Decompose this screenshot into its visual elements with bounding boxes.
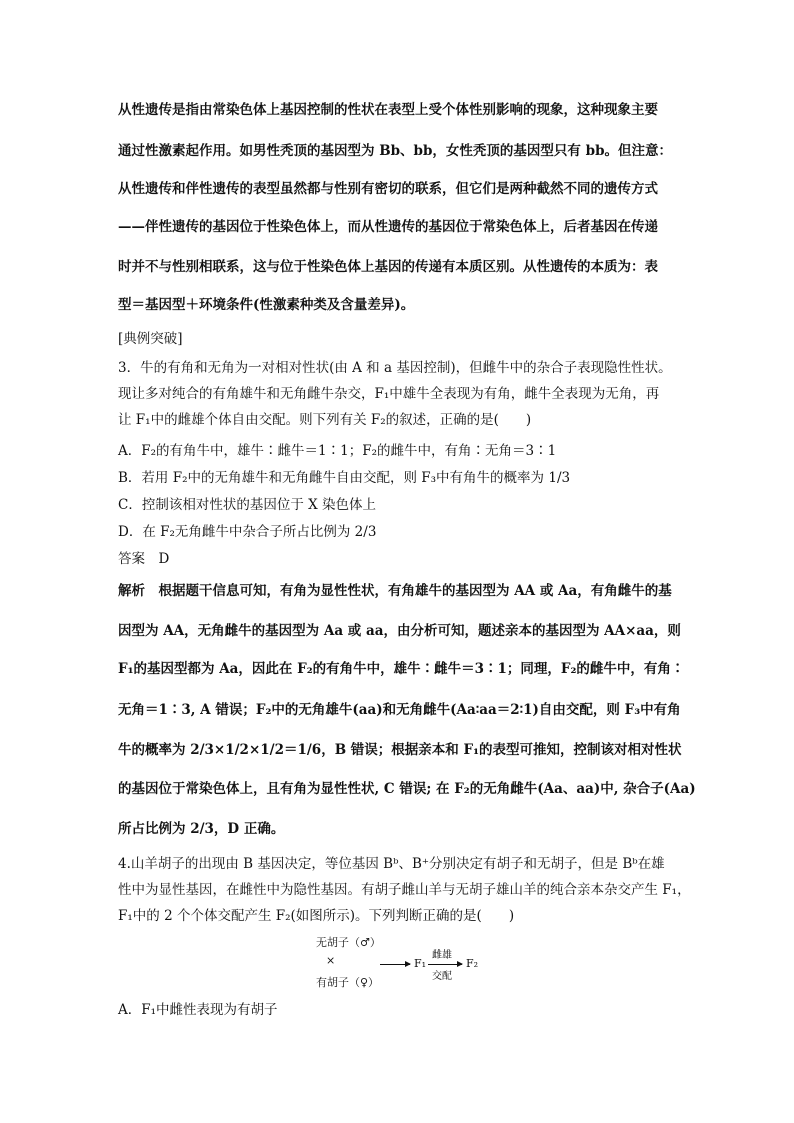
intro-line-6: 型＝基因型＋环境条件(性激素种类及含量差异)。 <box>118 297 415 313</box>
diagram-f1: F₁ <box>414 957 427 970</box>
q4-line-3: F₁中的 2 个个体交配产生 F₂(如图所示)。下列判断正确的是( ) <box>118 908 515 924</box>
diagram-cross-symbol: × <box>326 954 336 967</box>
q4-line-1: 4.山羊胡子的出现由 B 基因决定，等位基因 Bᵇ、B⁺分别决定有胡子和无胡子，但是 Bᵇ在雄 <box>118 856 665 872</box>
q3-explanation-5: 牛的概率为 2/3×1/2×1/2＝1/6，B 错误；根据亲本和 F₁的表型可推知，控制该对相对性状 <box>118 742 682 758</box>
q3-answer: 答案 D <box>118 551 170 567</box>
q3-explanation-3: F₁的基因型都为 Aa，因此在 F₂的有角牛中，雄牛∶雌牛＝3∶1；同理，F₂的雌牛中，有角∶ <box>118 661 685 677</box>
q3-explanation-6: 的基因位于常染色体上，且有角为显性性状, C 错误; 在 F₂的无角雌牛(Aa、aa)中, 杂合子(Aa) <box>118 781 696 797</box>
q3-line-3: 让 F₁中的雌雄个体自由交配。则下列有关 F₂的叙述，正确的是( ) <box>118 412 532 428</box>
q3-option-a: A．F₂的有角牛中，雄牛∶雌牛＝1∶1；F₂的雌牛中，有角∶无角＝3∶1 <box>118 443 557 459</box>
intro-line-4: ——伴性遗传的基因位于性染色体上，而从性遗传的基因位于常染色体上，后者基因在传递 <box>118 219 658 235</box>
q3-option-c: C．控制该相对性状的基因位于 X 染色体上 <box>118 497 377 513</box>
q3-line-1: 3．牛的有角和无角为一对相对性状(由 A 和 a 基因控制)，但雌牛中的杂合子表现隐性性状。 <box>118 360 672 376</box>
diagram-over-arrow: 雌雄 <box>432 950 452 961</box>
diagram-under-arrow: 交配 <box>432 971 452 982</box>
q3-line-2: 现让多对纯合的有角雄牛和无角雌牛杂交，F₁中雄牛全表现为有角，雌牛全表现为无角，再 <box>118 386 660 402</box>
intro-line-1: 从性遗传是指由常染色体上基因控制的性状在表型上受个体性别影响的现象，这种现象主要 <box>118 102 658 118</box>
intro-line-5: 时并不与性别相联系，这与位于性染色体上基因的传递有本质区别。从性遗传的本质为：表 <box>118 259 658 275</box>
q3-explanation-2: 因型为 AA，无角雌牛的基因型为 Aa 或 aa，由分析可知，题述亲本的基因型为 AA×aa，则 <box>118 623 681 639</box>
intro-line-2: 通过性激素起作用。如男性秃顶的基因型为 Bb、bb，女性秃顶的基因型只有 bb。但注意： <box>118 143 673 159</box>
diagram-male-parent: 无胡子（♂） <box>316 936 381 949</box>
diagram-arrow-2 <box>428 964 462 965</box>
q3-option-b: B．若用 F₂中的无角雄牛和无角雌牛自由交配，则 F₃中有角牛的概率为 1/3 <box>118 470 571 486</box>
intro-line-3: 从性遗传和伴性遗传的表型虽然都与性别有密切的联系，但它们是两种截然不同的遗传方式 <box>118 181 658 197</box>
diagram-arrow-1 <box>380 964 410 965</box>
section-label: [典例突破] <box>118 331 183 347</box>
q3-explanation-4: 无角＝1∶3, A 错误；F₂中的无角雄牛(aa)和无角雌牛(Aa∶aa＝2∶1)自由交配，则 F₃中有角 <box>118 702 681 718</box>
q4-option-a: A．F₁中雌性表现为有胡子 <box>118 1002 278 1018</box>
cross-diagram <box>310 930 510 994</box>
q3-option-d: D．在 F₂无角雌牛中杂合子所占比例为 2/3 <box>118 524 377 540</box>
q4-line-2: 性中为显性基因，在雌性中为隐性基因。有胡子雌山羊与无胡子雄山羊的纯合亲本杂交产生 F₁， <box>118 882 691 898</box>
diagram-f2: F₂ <box>466 957 479 970</box>
q3-explanation-7: 所占比例为 2/3，D 正确。 <box>118 821 285 837</box>
q3-explanation-1: 解析 根据题干信息可知，有角为显性性状，有角雄牛的基因型为 AA 或 Aa，有角雌牛的基 <box>118 583 672 599</box>
diagram-female-parent: 有胡子（♀） <box>316 976 380 989</box>
